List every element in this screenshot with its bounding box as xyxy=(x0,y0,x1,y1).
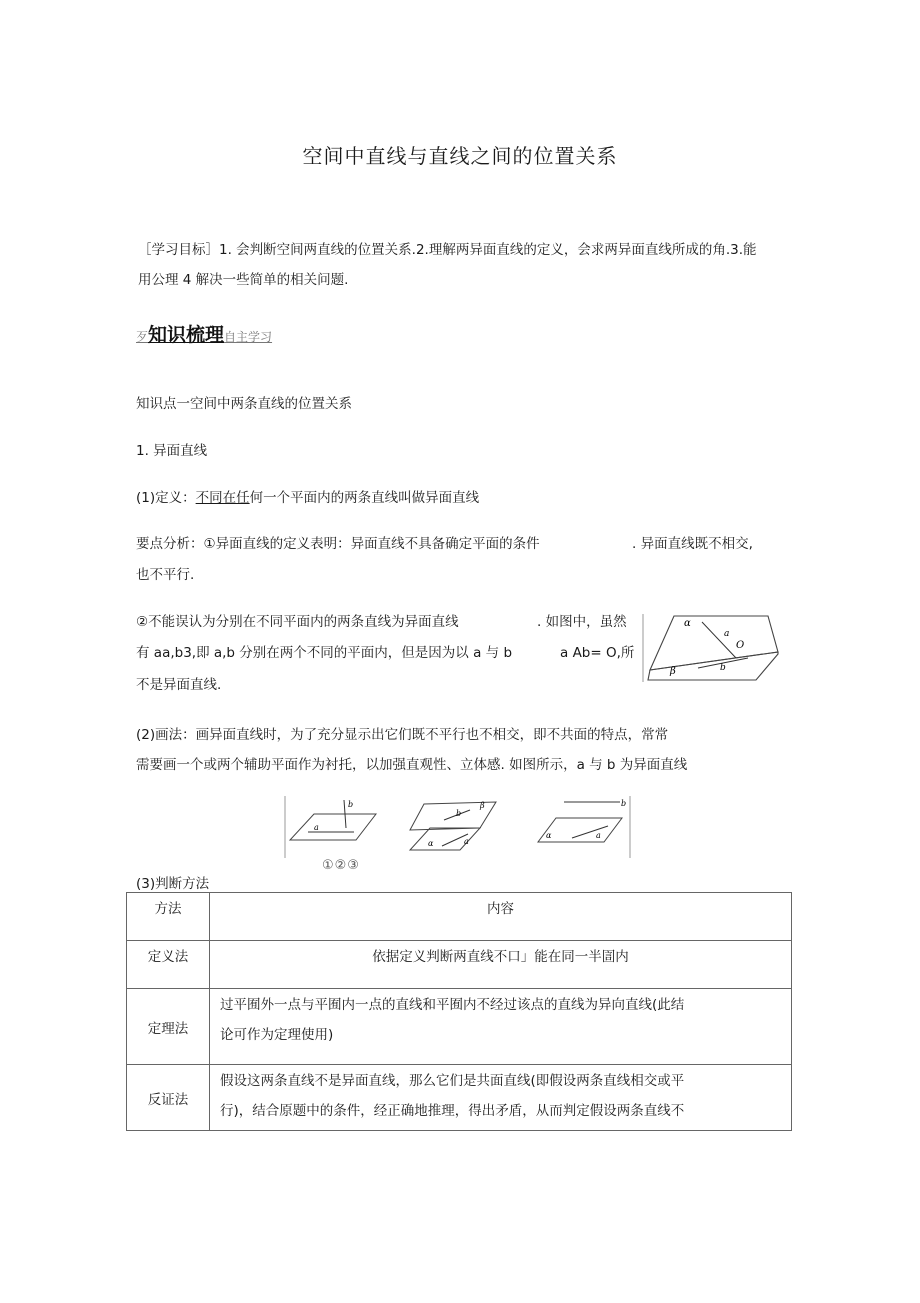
label-b: b xyxy=(720,663,726,673)
row2-content-line2: 论可作为定理使用) xyxy=(220,1027,334,1043)
analysis-line1b: . 异面直线既不相交, xyxy=(632,536,753,552)
label-beta: β xyxy=(670,666,676,677)
label-b-3: b xyxy=(621,799,627,808)
row1-content: 依据定义判断两直线不口」能在同一半圁内 xyxy=(210,941,792,989)
label-alpha-2: α xyxy=(428,839,434,848)
section-prefix: 歹 xyxy=(136,330,149,344)
methods-table xyxy=(126,892,792,1131)
row3-content xyxy=(210,1065,792,1131)
analysis-line1a: 要点分析：①异面直线的定义表明：异面直线不具备确定平面的条件 xyxy=(136,536,540,552)
skew-lines-figure xyxy=(284,794,636,864)
header-method: 方法 xyxy=(127,893,210,941)
analysis-line2: 也不平行. xyxy=(136,567,195,583)
point2-line2b: a Ab= O,所 xyxy=(560,645,635,661)
definition-rest: 何一个平面内的两条直线叫做异面直线 xyxy=(249,490,480,506)
section-heading xyxy=(136,320,272,347)
page-title: 空间中直线与直线之间的位置关系 xyxy=(302,144,618,168)
judge-heading: (3)判断方法 xyxy=(136,876,210,892)
drawing-line1: (2)画法：画异面直线时，为了充分显示出它们既不平行也不相交，即不共面的特点，常常 xyxy=(136,727,669,743)
drawing-line2: 需要画一个或两个辅助平面作为衬托，以加强直观性、立体感. 如图所示，a 与 b 为异面直线 xyxy=(136,757,688,773)
item-1-heading: 1. 异面直线 xyxy=(136,443,208,459)
line-a xyxy=(702,622,736,658)
row1-method: 定义法 xyxy=(127,941,210,989)
label-b-2: b xyxy=(456,809,462,818)
label-a: a xyxy=(724,629,730,639)
row2-content-line1: 过平囿外一点与平囿内一点的直线和平囿内不经过该点的直线为异向直线(此结 xyxy=(220,997,685,1013)
knowledge-point-1: 知识点一空间中两条直线的位置关系 xyxy=(136,396,352,412)
table-row xyxy=(127,941,792,989)
definition-underlined: 不同在任 xyxy=(195,490,250,506)
plane-2-alpha xyxy=(410,828,480,850)
intersecting-planes-figure xyxy=(640,612,790,684)
label-alpha-3: α xyxy=(546,831,552,840)
label-a-2: a xyxy=(464,837,469,846)
learning-goals-line1: ［学习目标］1. 会判断空间两直线的位置关系.2.理解两异面直线的定义，会求两异面直线所成的角.3.能 xyxy=(138,242,757,258)
label-a-1: a xyxy=(314,823,319,832)
label-b-1: b xyxy=(348,800,354,809)
row3-content-line1: 假设这两条直线不是异面直线，那么它们是共面直线(即假设两条直线相交或平 xyxy=(220,1073,685,1089)
label-O: O xyxy=(736,640,745,651)
label-a-3: a xyxy=(596,831,601,840)
label-alpha: α xyxy=(684,618,691,629)
point2-line1a: ②不能误认为分别在不同平面内的两条直线为异面直线 xyxy=(136,614,459,630)
plane-alpha xyxy=(650,616,778,670)
plane-beta xyxy=(648,652,778,680)
label-beta-2: β xyxy=(480,801,485,810)
line-a-3 xyxy=(572,826,608,838)
header-content: 内容 xyxy=(210,893,792,941)
definition xyxy=(136,488,479,508)
row2-content xyxy=(210,989,792,1065)
point2-line3: 不是异面直线. xyxy=(136,677,222,693)
row3-content-line2: 行)，结合原题中的条件，经正确地推理，得出矛盾，从而判定假设两条直线不 xyxy=(220,1103,685,1119)
row2-method: 定理法 xyxy=(127,989,210,1065)
table-row xyxy=(127,989,792,1065)
learning-goals-line2: 用公理 4 解决一些简单的相关问题. xyxy=(138,272,349,288)
skew-drawing-1 xyxy=(290,800,376,840)
plane-1 xyxy=(290,814,376,840)
point2-line1b: . 如图中，虽然 xyxy=(537,614,627,630)
definition-prefix: (1)定义： xyxy=(136,490,196,506)
table-header-row xyxy=(127,893,792,941)
section-main: 知识梳理 xyxy=(148,324,225,346)
section-suffix: 自主学习 xyxy=(224,330,273,344)
skew-drawing-3 xyxy=(538,799,626,842)
figure-caption: ①②③ xyxy=(322,858,360,873)
point2-line2a: 有 aa,b3,即 a,b 分别在两个不同的平面内，但是因为以 a 与 b xyxy=(136,645,513,661)
skew-drawing-2 xyxy=(410,801,496,850)
row3-method: 反证法 xyxy=(127,1065,210,1131)
table-row xyxy=(127,1065,792,1131)
